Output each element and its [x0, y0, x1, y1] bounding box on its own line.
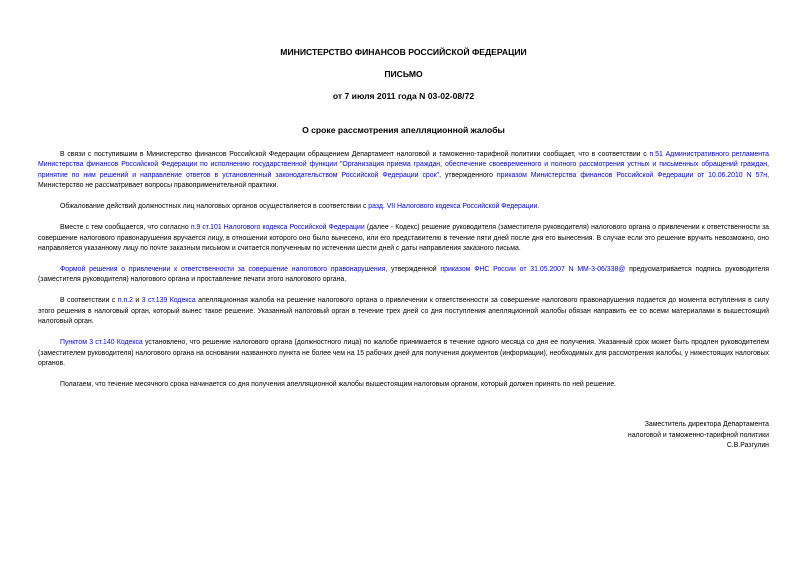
text: установлено, что решение налогового органа (должностного лица) по жалобе принимается в течение одного месяца со дня ее получения. Указанный срок может быть продлен руководителем (заместителем руководителя) налогового органа на основании названного пункта не более чем на 15 рабочих дней для получения документов (информации), необходимых для рассмотрения жалобы, у нижестоящих налоговых органов.: [38, 339, 770, 368]
paragraph-4: [38, 265, 769, 286]
ministry-heading: МИНИСТЕРСТВО ФИНАНСОВ РОССИЙСКОЙ ФЕДЕРАЦИИ: [280, 47, 527, 57]
decision-form-link[interactable]: Формой решения о привлечении к ответственности за совершение налогового правонарушения: [60, 266, 386, 274]
fns-order-link[interactable]: приказом ФНС России от 31.05.2007 N ММ-3-06/338@: [440, 266, 626, 274]
paragraph-7: [38, 380, 769, 390]
text: Полагаем, что течение месячного срока начинается со дня получения апелляционной жалобы вышестоящим налоговым органом, который должен принять по ней решение.: [60, 381, 617, 389]
paragraph-2: [38, 202, 769, 212]
paragraph-1: [38, 150, 769, 192]
paragraph-3: [38, 223, 769, 254]
date-number-heading: от 7 июля 2011 года N 03-02-08/72: [332, 91, 475, 101]
article-101-link[interactable]: п.9 ст.101 Налогового кодекса Российской Федерации: [190, 224, 365, 232]
text: , утвержденной: [385, 266, 441, 274]
text: В соответствии с: [60, 297, 118, 305]
doc-type-heading: ПИСЬМО: [384, 69, 423, 79]
text: (далее - Кодекс) решение руководителя (заместителя руководителя) налогового органа о привлечении к ответственности за совершение налогового правонарушения вручается лицу, в отношении которого оно было вынесено, или его представителю в течение пяти дней после дня его вынесения. В случае если это решение вручить невозможно, оно направляется указанному лицу по почте заказным письмом и считается полученным по истечении шести дней с даты направления заказного письма.: [38, 224, 769, 253]
order-link[interactable]: приказом Министерства финансов Российской Федерации от 10.06.2010 N 57н: [496, 171, 768, 179]
text: Обжалование действий должностных лиц налоговых органов осуществляется в соответствии с: [60, 203, 369, 211]
article-139-link[interactable]: 3 ст.139 Кодекса: [141, 297, 196, 305]
paragraph-5: [38, 296, 769, 327]
text: и: [132, 297, 142, 305]
regulation-link[interactable]: п.51 Административного регламента Министерства финансов Российской Федерации по исполнению государственной функции "Организация приема граждан, обеспечение своевременного и полного рассмотрения устных и письменных обращений граждан, принятие по ним решений и направление ответов в установленный законодательством Российской Федерации срок": [38, 151, 769, 179]
text: .: [537, 203, 540, 211]
text: В связи с поступившим в Министерство финансов Российской Федерации обращением Департамент налоговой и таможенно-тарифной политики сообщает, что в соответствии с: [60, 151, 650, 158]
text: , Министерство не рассматривает вопросы правоприменительной практики.: [38, 171, 769, 190]
letter-body: [38, 150, 769, 401]
text: , утвержденного: [439, 171, 497, 179]
signature-name: С.В.Разгулин: [726, 442, 769, 450]
subject-heading: О сроке рассмотрения апелляционной жалобы: [302, 125, 505, 135]
text: предусматривается подпись руководителя (заместителя руководителя) налогового органа и проставление печати этого налогового органа.: [38, 266, 769, 284]
signature-department: налоговой и таможенно-тарифной политики: [627, 431, 769, 439]
item-2-link[interactable]: п.п.2: [117, 297, 133, 305]
tax-code-section-link[interactable]: разд. VII Налогового кодекса Российской Федерации: [368, 203, 538, 211]
text: апелляционная жалоба на решение налогового органа о привлечении к ответственности за совершение налогового правонарушения подается до момента вступления в силу этого решения в налоговый орган, который вынес такое решение. Указанный налоговый орган в течение трех дней со дня поступления апелляционной жалобы обязан направить ее со всеми материалами в вышестоящий налоговый орган.: [38, 297, 770, 326]
signature-title: Заместитель директора Департамента: [644, 421, 769, 428]
paragraph-6: [38, 338, 769, 369]
article-140-link[interactable]: Пунктом 3 ст.140 Кодекса: [60, 339, 143, 347]
signature-block: [628, 420, 769, 452]
text: Вместе с тем сообщается, что согласно: [60, 224, 191, 232]
